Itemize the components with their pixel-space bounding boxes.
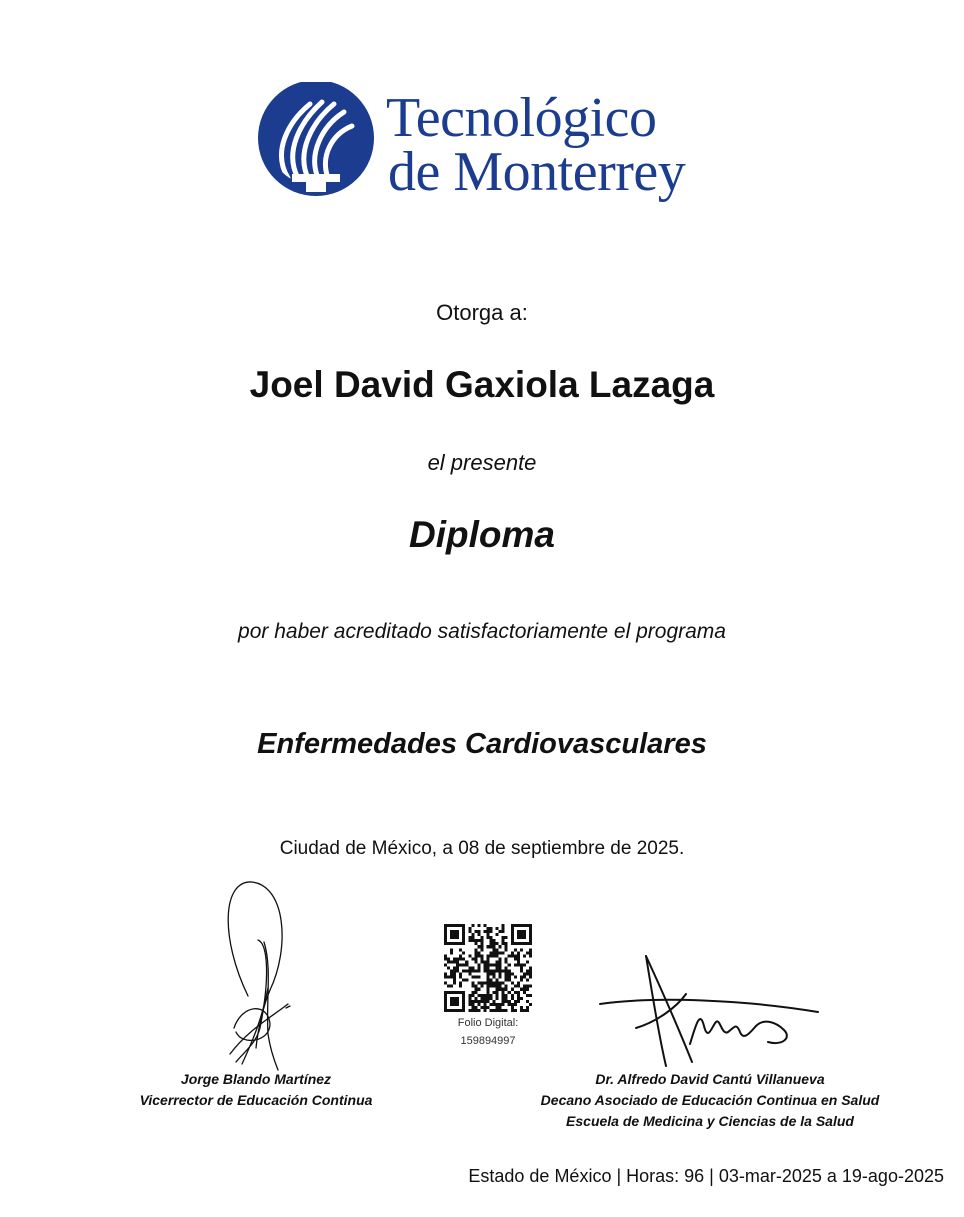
logo-text-line2: de Monterrey [388, 141, 686, 203]
reason-text: por haber acreditado satisfactoriamente el programa [238, 620, 726, 643]
qr-code-icon[interactable] [444, 924, 532, 1012]
left-signature [212, 878, 308, 1078]
right-signer-role: Decano Asociado de Educación Continua en Salud [540, 1092, 880, 1108]
recipient-name: Joel David Gaxiola Lazaga [249, 364, 715, 405]
document-type: Diploma [409, 514, 555, 555]
presente-text: el presente [427, 450, 537, 475]
grant-label: Otorga a: [436, 300, 528, 325]
right-signature [596, 952, 826, 1070]
left-signer-role: Vicerrector de Educación Continua [139, 1092, 373, 1108]
left-signer-name: Jorge Blando Martínez [180, 1071, 332, 1087]
torch-flame-logo-icon [258, 82, 374, 198]
institution-logo [258, 82, 728, 212]
logo-text-line1: Tecnológico [386, 87, 657, 149]
folio-label: Folio Digital: [457, 1017, 519, 1029]
right-signer-school: Escuela de Medicina y Ciencias de la Salud [566, 1113, 854, 1129]
right-signer-name: Dr. Alfredo David Cantú Villanueva [595, 1071, 825, 1087]
program-name: Enfermedades Cardiovasculares [257, 728, 707, 760]
footer-details: Estado de México | Horas: 96 | 03-mar-2025 a 19-ago-2025 [468, 1166, 944, 1186]
folio-number: 159894997 [460, 1035, 516, 1047]
place-date: Ciudad de México, a 08 de septiembre de 2025. [279, 838, 685, 859]
